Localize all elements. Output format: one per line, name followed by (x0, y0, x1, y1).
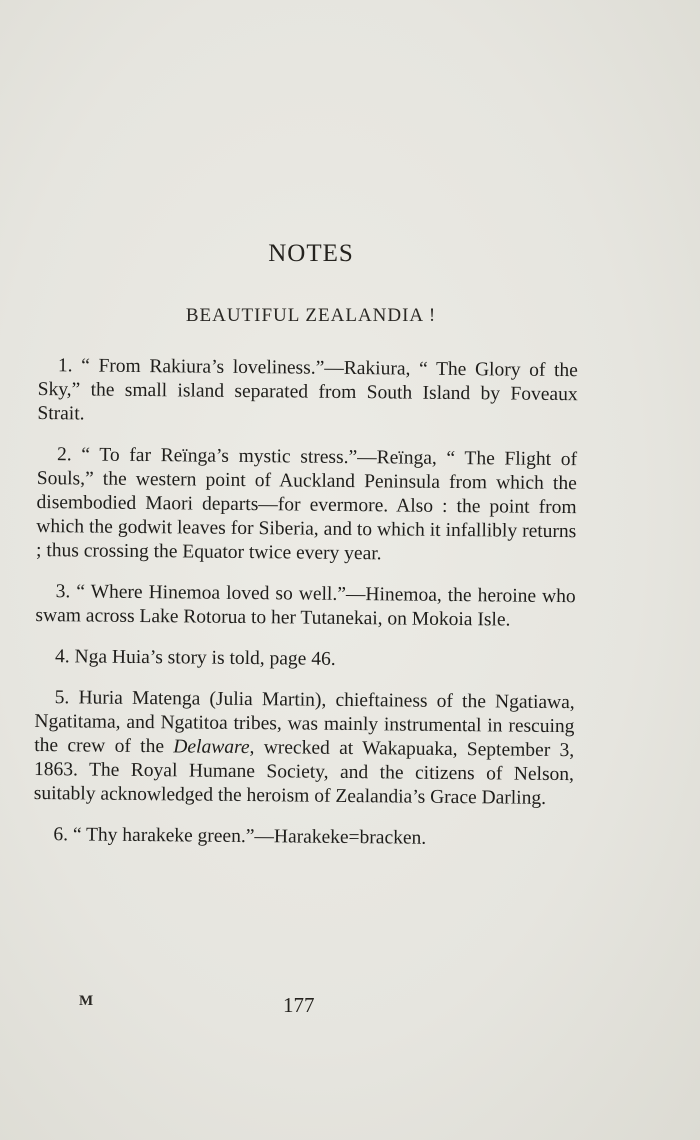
note-number: 2. (56, 444, 72, 466)
note-text: “ To far Reïnga’s mystic stress.”—Reïnga, “ The Flight of Souls,” the western point of Auckland Peninsula from which the disembodied Maori departs—for evermore. Also : the point from which the godwit leaves for Siberia, and to which it infallibly returns ; thus crossing the Equator twice every year. (36, 444, 578, 565)
note-2 (36, 443, 577, 568)
note-text: “ Thy harakeke green.”—Harakeke=bracken. (72, 824, 427, 849)
note-6 (33, 823, 573, 852)
note-4 (35, 645, 575, 674)
note-number: 5. (54, 687, 70, 709)
note-number: 3. (55, 581, 71, 603)
note-number: 6. (53, 824, 69, 846)
note-number: 4. (54, 646, 70, 668)
note-text: “ From Rakiura’s loveliness.”—Rakiura, “ The Glory of the Sky,” the small island separated from South Island by Foveaux Strait. (37, 355, 578, 425)
notes-list (33, 354, 578, 869)
note-text: Nga Huia’s story is told, page 46. (74, 646, 336, 670)
note-number: 1. (57, 355, 73, 377)
note-text: “ Where Hinemoa loved so well.”—Hinemoa, the heroine who swam across Lake Rotorua to her Tutanekai, on Mokoia Isle. (35, 581, 576, 631)
page-number: 177 (283, 993, 315, 1017)
note-text-before: Huria Matenga (Julia Martin), chieftainess of the Ngatiawa, Ngatitama, and Ngatitoa tribes, was mainly instrumental in rescuing the crew of the (34, 687, 575, 758)
note-3 (35, 580, 575, 633)
page-title: NOTES (268, 240, 354, 267)
note-text-after: , wrecked at Wakapuaka, September 3, 1863. The Royal Humane Society, and the citizens of Nelson, suitably acknowledged the heroism of Zealandia’s Grace Darling. (33, 737, 575, 809)
note-1 (37, 354, 578, 431)
ship-name: Delaware (173, 736, 250, 759)
note-5 (34, 686, 575, 811)
signature-mark: M (79, 993, 95, 1009)
section-subtitle: BEAUTIFUL ZEALANDIA ! (185, 305, 437, 326)
